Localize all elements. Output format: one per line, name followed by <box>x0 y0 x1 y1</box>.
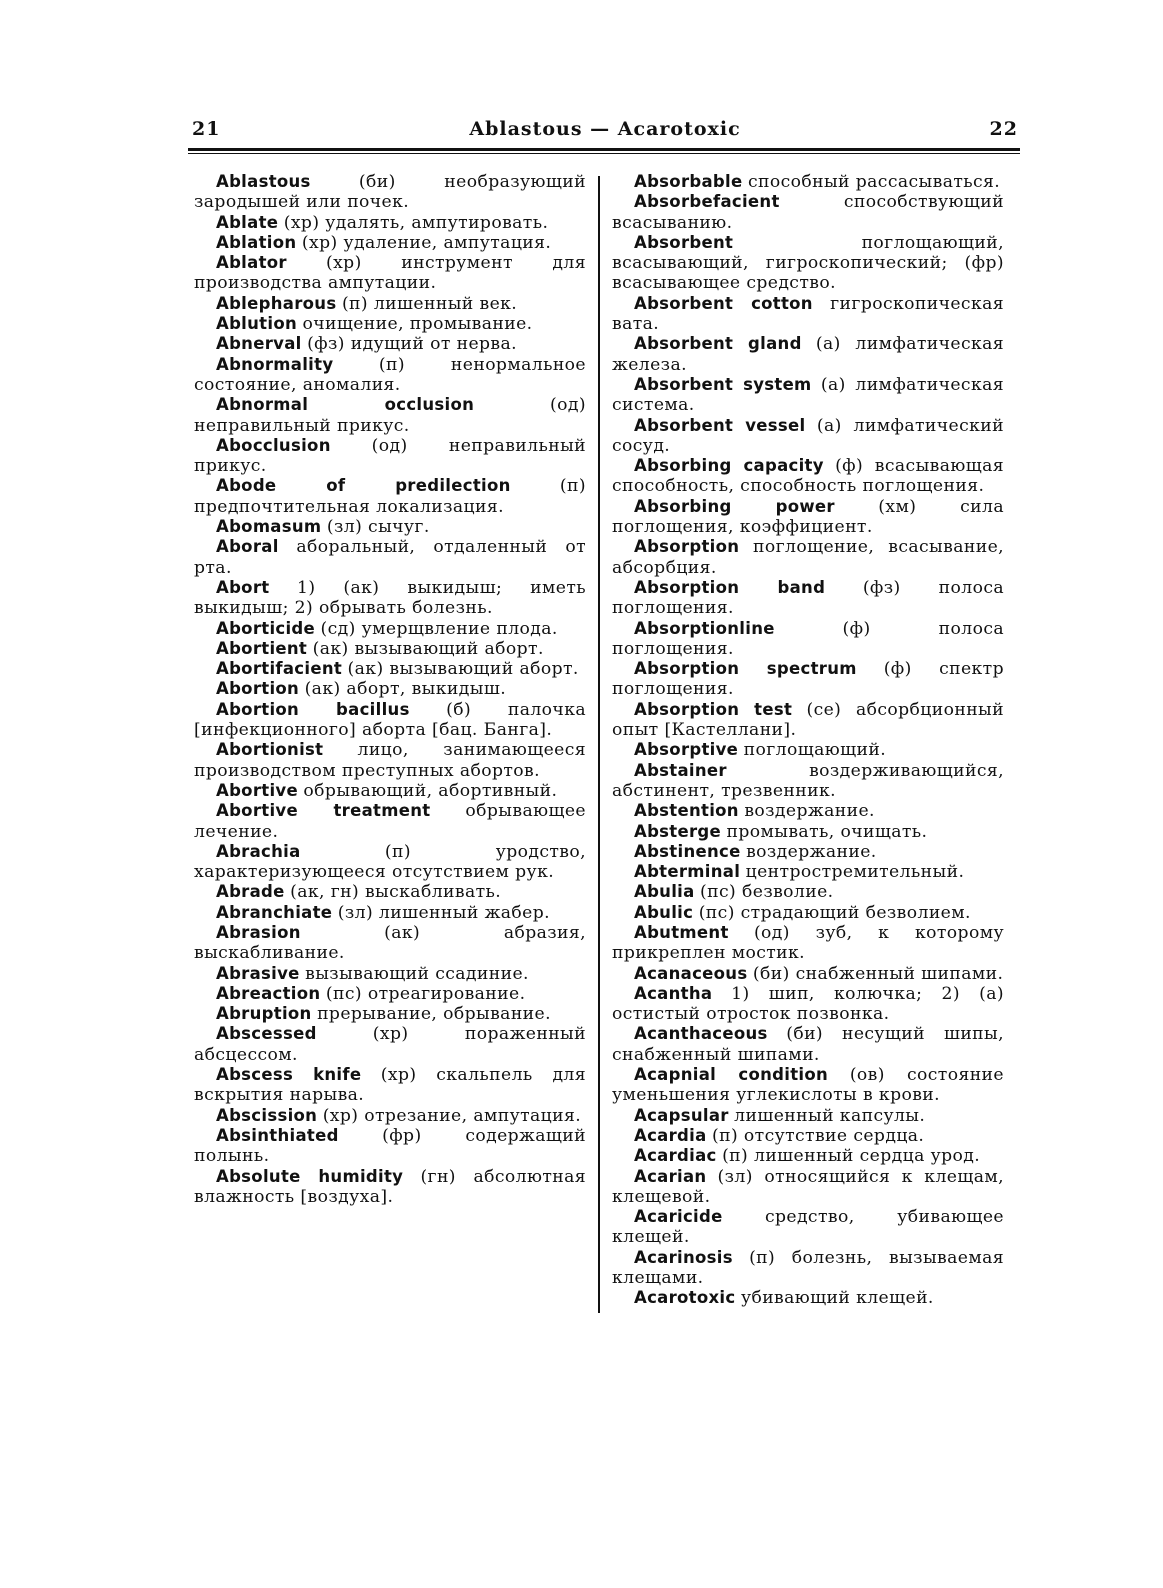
entry-definition: поглощающий, всасывающий, гигроскопический; (фр) всасывающее средство. <box>612 232 1004 294</box>
entry-term: Absorption test <box>634 699 793 719</box>
entry-definition: способный рассасываться. <box>747 172 1001 192</box>
dictionary-entry <box>612 700 1004 741</box>
entry-definition: (се) абсорбционный опыт [Кастеллани]. <box>612 699 1004 741</box>
entry-term: Acarotoxic <box>634 1288 736 1308</box>
entry-definition: гигроскопическая вата. <box>612 293 1004 335</box>
entry-term: Absorbing power <box>634 496 835 516</box>
dictionary-entry <box>194 842 586 883</box>
dictionary-entry <box>194 639 586 659</box>
entry-term: Abnerval <box>216 334 302 354</box>
entry-definition: (хр) отрезание, ампутация. <box>322 1105 582 1126</box>
entry-term: Abstinence <box>634 841 741 861</box>
dictionary-entry <box>612 334 1004 375</box>
entry-definition: воздержание. <box>744 801 875 822</box>
dictionary-entry <box>194 740 586 781</box>
dictionary-entry <box>612 1065 1004 1106</box>
entry-definition: (п) лишенный век. <box>341 293 518 314</box>
dictionary-entry <box>194 294 586 314</box>
page-number-right: 22 <box>989 118 1018 140</box>
entry-term: Abstention <box>634 801 739 821</box>
dictionary-entry <box>194 537 586 578</box>
dictionary-entry <box>194 172 586 213</box>
dictionary-entry <box>194 1024 586 1065</box>
entry-term: Abnormal occlusion <box>216 395 475 415</box>
entry-term: Abort <box>216 577 270 597</box>
dictionary-entry <box>194 964 586 984</box>
dictionary-entry <box>194 1065 586 1106</box>
entry-definition: (ак) абразия, выскабливание. <box>194 922 587 964</box>
entry-definition: (п) болезнь, вызываемая клещами. <box>612 1247 1004 1289</box>
dictionary-entry <box>194 436 586 477</box>
entry-term: Abruption <box>216 1004 312 1024</box>
page-number-left: 21 <box>192 118 221 140</box>
dictionary-entry <box>612 862 1004 882</box>
entry-term: Abnormality <box>216 354 334 374</box>
entry-term: Abscission <box>216 1105 318 1125</box>
entry-term: Absterge <box>634 821 722 841</box>
entry-term: Abomasum <box>216 517 322 537</box>
entry-term: Aborticide <box>216 618 316 638</box>
entry-term: Abranchiate <box>216 902 333 922</box>
entry-definition: поглощение, всасывание, абсорбция. <box>612 537 1005 578</box>
dictionary-entry <box>194 903 586 923</box>
dictionary-entry <box>194 314 586 334</box>
entry-term: Abortifacient <box>216 659 343 679</box>
entry-term: Abortionist <box>216 740 324 760</box>
entry-definition: обрывающий, абортивный. <box>303 780 558 801</box>
entry-term: Absorbent system <box>634 374 812 394</box>
dictionary-entry <box>194 679 586 699</box>
entry-definition: лишенный капсулы. <box>734 1105 926 1126</box>
header-rule-thick <box>188 148 1020 151</box>
dictionary-entry <box>612 537 1004 578</box>
entry-definition: лицо, занимающееся производством преступных абортов. <box>194 740 586 781</box>
dictionary-entry <box>194 213 586 233</box>
running-title: Ablastous — Acarotoxic <box>469 118 741 140</box>
entry-definition: аборальный, отдаленный от рта. <box>194 537 586 578</box>
entry-term: Abulia <box>634 882 695 902</box>
dictionary-entry <box>194 233 586 253</box>
entry-definition: (хр) пораженный абсцессом. <box>194 1024 586 1065</box>
entry-term: Acardiac <box>634 1146 717 1166</box>
right-column <box>612 172 1004 1309</box>
entry-term: Aboral <box>216 537 279 557</box>
entry-term: Abscess knife <box>216 1065 362 1085</box>
entry-definition: (ак, гн) выскабливать. <box>290 882 502 903</box>
left-column <box>194 172 586 1207</box>
entry-term: Acantha <box>634 983 713 1003</box>
entry-term: Acaricide <box>634 1207 723 1227</box>
entry-term: Acanaceous <box>634 963 748 983</box>
dictionary-entry <box>612 172 1004 192</box>
entry-term: Abortion <box>216 679 300 699</box>
entry-definition: (од) зуб, к которому прикреплен мостик. <box>612 922 1004 964</box>
entry-definition: (фз) полоса поглощения. <box>612 577 1004 619</box>
entry-definition: 1) шип, колючка; 2) (а) остистый отросток позвонка. <box>612 983 1005 1025</box>
entry-term: Ablation <box>216 232 297 252</box>
entry-definition: (а) лимфатический сосуд. <box>612 415 1004 456</box>
entry-definition: (пс) безволие. <box>700 882 834 903</box>
entry-term: Abutment <box>634 922 729 942</box>
entry-definition: (би) несущий шипы, снабженный шипами. <box>612 1024 1004 1065</box>
column-divider <box>598 176 600 1313</box>
entry-definition: (ф) всасывающая способность, способность поглощения. <box>612 456 1005 497</box>
dictionary-entry <box>612 740 1004 760</box>
dictionary-entry <box>612 964 1004 984</box>
entry-definition: (хр) инструмент для производства ампутации. <box>194 253 586 294</box>
entry-definition: (сд) умерщвление плода. <box>320 618 558 639</box>
dictionary-entry <box>194 334 586 354</box>
dictionary-entry <box>194 355 586 396</box>
entry-definition: (би) необразующий зародышей или почек. <box>194 172 587 213</box>
entry-definition: (од) неправильный прикус. <box>194 435 586 477</box>
dictionary-entry <box>612 619 1004 660</box>
dictionary-entry <box>194 882 586 902</box>
entry-term: Ablastous <box>216 172 311 191</box>
entry-term: Abrade <box>216 882 285 902</box>
dictionary-entry <box>612 1167 1004 1208</box>
dictionary-entry <box>194 984 586 1004</box>
entry-definition: промывать, очищать. <box>726 821 928 842</box>
entry-term: Abulic <box>634 902 694 922</box>
dictionary-entry <box>194 1126 586 1167</box>
dictionary-entry <box>612 842 1004 862</box>
entry-definition: (п) отсутствие сердца. <box>712 1125 925 1146</box>
entry-term: Abscessed <box>216 1024 317 1044</box>
entry-definition: (пс) отреагирование. <box>325 983 526 1004</box>
entry-definition: прерывание, обрывание. <box>317 1004 551 1025</box>
entry-definition: (зл) относящийся к клещам, клещевой. <box>612 1166 1004 1207</box>
entry-definition: воздержание. <box>746 841 877 862</box>
entry-term: Abortion bacillus <box>216 699 410 719</box>
entry-definition: (хр) удаление, ампутация. <box>301 232 552 253</box>
entry-definition: (пс) страдающий безволием. <box>698 902 971 923</box>
entry-term: Absorptionline <box>634 618 775 638</box>
entry-term: Absorbing capacity <box>634 456 824 476</box>
entry-term: Absorbent gland <box>634 334 802 354</box>
dictionary-entry <box>194 923 586 964</box>
entry-term: Abortive treatment <box>216 801 431 821</box>
entry-term: Abrasion <box>216 922 301 942</box>
entry-term: Acarinosis <box>634 1247 733 1267</box>
entry-term: Abstainer <box>634 760 727 780</box>
dictionary-entry <box>612 1248 1004 1289</box>
entry-definition: очищение, промывание. <box>302 314 533 335</box>
entry-definition: (гн) абсолютная влажность [воздуха]. <box>194 1166 587 1207</box>
entry-term: Ablepharous <box>216 293 337 313</box>
entry-term: Absinthiated <box>216 1125 339 1145</box>
entry-definition: (фз) идущий от нерва. <box>307 334 518 355</box>
dictionary-entry <box>612 294 1004 335</box>
dictionary-entry <box>612 578 1004 619</box>
dictionary-entry <box>612 1146 1004 1166</box>
dictionary-entry <box>612 882 1004 902</box>
entry-definition: (фр) содержащий полынь. <box>194 1125 587 1167</box>
entry-definition: (а) лимфатическая система. <box>612 374 1004 416</box>
entry-term: Absorption band <box>634 577 826 597</box>
entry-term: Abortive <box>216 780 298 800</box>
dictionary-entry <box>194 1167 586 1208</box>
dictionary-entry <box>612 1207 1004 1248</box>
entry-definition: (ак) вызывающий аборт. <box>312 638 544 659</box>
entry-term: Abrachia <box>216 841 301 861</box>
entry-term: Abrasive <box>216 963 300 983</box>
entry-term: Abterminal <box>634 862 741 882</box>
entry-definition: воздерживающийся, абстинент, трезвенник. <box>612 760 1004 801</box>
dictionary-entry <box>194 395 586 436</box>
dictionary-entry <box>194 1106 586 1126</box>
dictionary-entry <box>194 781 586 801</box>
dictionary-entry <box>194 700 586 741</box>
entry-term: Acardia <box>634 1125 707 1145</box>
entry-definition: (хр) удалять, ампутировать. <box>283 212 549 233</box>
entry-term: Abode of predilection <box>216 476 511 496</box>
entry-definition: поглощающий. <box>743 740 887 761</box>
entry-definition: (ак) вызывающий аборт. <box>347 659 579 680</box>
entry-term: Absorptive <box>634 740 739 760</box>
entry-definition: (ф) спектр поглощения. <box>612 659 1004 700</box>
dictionary-entry <box>612 923 1004 964</box>
dictionary-entry <box>612 1024 1004 1065</box>
dictionary-entry <box>612 497 1004 538</box>
entry-definition: (хм) сила поглощения, коэффициент. <box>612 496 1004 538</box>
dictionary-entry <box>612 822 1004 842</box>
entry-term: Absorbable <box>634 172 743 191</box>
entry-definition: (б) палочка [инфекционного] аборта [бац. Банга]. <box>194 699 586 741</box>
entry-definition: (би) снабженный шипами. <box>752 963 1004 984</box>
entry-definition: (од) неправильный прикус. <box>194 395 586 436</box>
entry-definition: центростремительный. <box>745 862 965 883</box>
entry-definition: (хр) скальпель для вскрытия нарыва. <box>194 1065 586 1106</box>
entry-term: Ablator <box>216 253 287 273</box>
dictionary-entry <box>194 619 586 639</box>
entry-definition: (п) ненормальное состояние, аномалия. <box>194 354 587 395</box>
entry-definition: (ф) полоса поглощения. <box>612 618 1004 659</box>
entry-definition: способствующий всасыванию. <box>612 192 1004 233</box>
dictionary-entry <box>194 517 586 537</box>
entry-term: Absorption spectrum <box>634 659 857 679</box>
header-rule-thin <box>188 153 1020 154</box>
entry-term: Absorbefacient <box>634 192 780 212</box>
dictionary-entry <box>194 476 586 517</box>
dictionary-entry <box>612 375 1004 416</box>
entry-definition: (а) лимфатическая железа. <box>612 334 1005 375</box>
dictionary-entry <box>612 1106 1004 1126</box>
dictionary-entry <box>612 192 1004 233</box>
dictionary-entry <box>194 578 586 619</box>
dictionary-entry <box>194 1004 586 1024</box>
entry-term: Abreaction <box>216 983 321 1003</box>
entry-definition: 1) (ак) выкидыш; иметь выкидыш; 2) обрывать болезнь. <box>194 577 586 619</box>
dictionary-entry <box>612 1126 1004 1146</box>
entry-definition: (зл) лишенный жабер. <box>337 902 551 923</box>
entry-term: Ablate <box>216 212 279 232</box>
entry-term: Absorbent <box>634 232 734 252</box>
entry-term: Absorption <box>634 537 740 557</box>
entry-definition: вызывающий ссадиние. <box>305 963 529 984</box>
entry-definition: (ов) состояние уменьшения углекислоты в крови. <box>612 1065 1004 1106</box>
entry-term: Abocclusion <box>216 435 331 455</box>
entry-definition: средство, убивающее клещей. <box>612 1207 1004 1248</box>
dictionary-entry <box>612 1288 1004 1308</box>
entry-definition: (п) уродство, характеризующееся отсутствием рук. <box>194 841 586 883</box>
entry-definition: (зл) сычуг. <box>326 517 430 538</box>
dictionary-entry <box>194 801 586 842</box>
dictionary-entry <box>612 903 1004 923</box>
entry-term: Absorbent vessel <box>634 415 806 435</box>
entry-term: Acarian <box>634 1166 707 1186</box>
dictionary-entry <box>612 659 1004 700</box>
entry-definition: (п) предпочтительная локализация. <box>194 476 586 517</box>
entry-term: Acapnial condition <box>634 1065 829 1085</box>
entry-definition: (ак) аборт, выкидыш. <box>304 679 507 700</box>
entry-term: Absorbent cotton <box>634 293 813 313</box>
dictionary-entry <box>612 761 1004 802</box>
dictionary-entry <box>194 253 586 294</box>
dictionary-entry <box>612 233 1004 294</box>
entry-definition: убивающий клещей. <box>740 1288 934 1309</box>
dictionary-entry <box>612 456 1004 497</box>
entry-term: Abortient <box>216 638 308 658</box>
dictionary-entry <box>194 659 586 679</box>
entry-definition: обрывающее лечение. <box>194 801 586 842</box>
dictionary-entry <box>612 416 1004 457</box>
entry-term: Ablution <box>216 314 298 334</box>
entry-term: Acanthaceous <box>634 1024 768 1044</box>
entry-term: Absolute humidity <box>216 1166 404 1186</box>
dictionary-entry <box>612 801 1004 821</box>
entry-term: Acapsular <box>634 1105 729 1125</box>
dictionary-entry <box>612 984 1004 1025</box>
page-header <box>192 118 1018 144</box>
entry-definition: (п) лишенный сердца урод. <box>722 1146 981 1167</box>
